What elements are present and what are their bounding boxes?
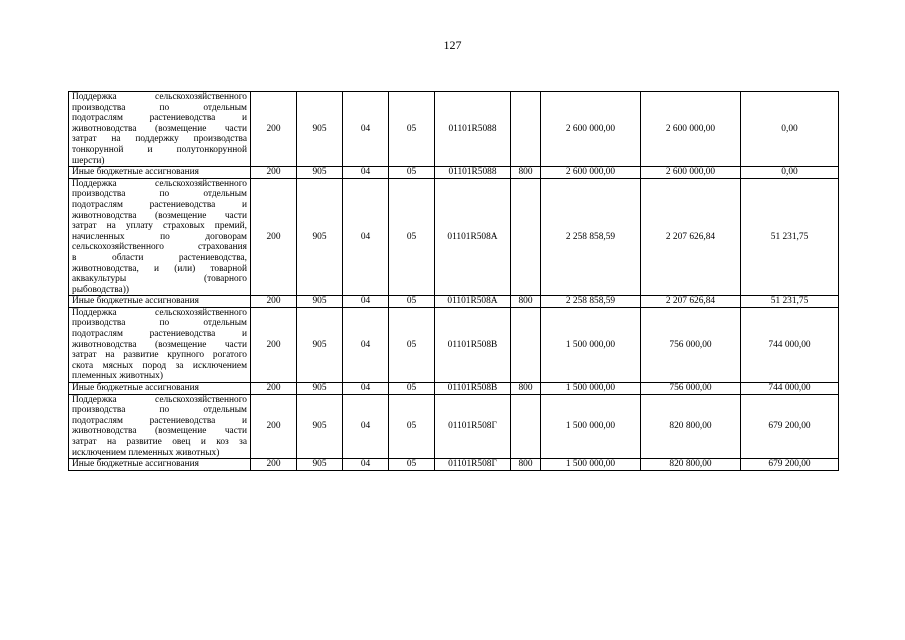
amount-executed: 2 207 626,84 — [641, 178, 741, 296]
ministry-code: 200 — [251, 307, 297, 382]
ministry-code: 200 — [251, 383, 297, 395]
amount-planned: 1 500 000,00 — [541, 383, 641, 395]
description-line: затрат на уплату страховых премий, — [72, 221, 247, 232]
row-description — [69, 296, 251, 308]
amount-planned: 2 600 000,00 — [541, 92, 641, 167]
table-row-detail — [69, 394, 839, 459]
table-row-summary — [69, 296, 839, 308]
amount-executed: 756 000,00 — [641, 383, 741, 395]
subsection-code: 05 — [389, 178, 435, 296]
expense-type-code: 800 — [511, 383, 541, 395]
target-article-code: 01101R5088 — [435, 167, 511, 179]
expense-type-code: 800 — [511, 167, 541, 179]
expense-type-code — [511, 178, 541, 296]
description-line: тонкорунной и полутонкорунной — [72, 144, 247, 155]
description-line: затрат на развитие овец и коз за — [72, 437, 247, 447]
amount-remainder: 51 231,75 — [741, 296, 839, 308]
section-code: 04 — [343, 178, 389, 296]
table-row-detail — [69, 92, 839, 167]
section-code: 04 — [343, 307, 389, 382]
subsection-code: 05 — [389, 307, 435, 382]
amount-remainder: 0,00 — [741, 167, 839, 179]
amount-remainder: 0,00 — [741, 92, 839, 167]
description-line: племенных животных) — [72, 371, 163, 382]
description-line: животноводства (возмещение части — [72, 426, 247, 437]
description-line: подотраслям растениеводства и — [72, 415, 247, 426]
table-row-detail — [69, 178, 839, 296]
subsection-code: 05 — [389, 296, 435, 308]
expense-type-code — [511, 394, 541, 459]
amount-remainder: 744 000,00 — [741, 307, 839, 382]
section-code: 04 — [343, 394, 389, 459]
table-row-detail — [69, 307, 839, 382]
description-line: Поддержка сельскохозяйственного — [72, 394, 247, 405]
ministry-code: 200 — [251, 459, 297, 471]
description-line: животноводства (возмещение части — [72, 339, 247, 350]
ministry-code: 200 — [251, 167, 297, 179]
target-article-code: 01101R508Г — [435, 394, 511, 459]
subsection-code: 05 — [389, 92, 435, 167]
admin-code: 905 — [297, 167, 343, 179]
expense-type-code: 800 — [511, 296, 541, 308]
ministry-code: 200 — [251, 92, 297, 167]
description-line: производства по отдельным — [72, 405, 247, 416]
admin-code: 905 — [297, 383, 343, 395]
section-code: 04 — [343, 383, 389, 395]
description-line: животноводства (возмещение части — [72, 123, 247, 134]
description-line: Поддержка сельскохозяйственного — [72, 307, 247, 318]
target-article-code: 01101R508B — [435, 383, 511, 395]
target-article-code: 01101R508Г — [435, 459, 511, 471]
amount-remainder: 51 231,75 — [741, 178, 839, 296]
description-line: Поддержка сельскохозяйственного — [72, 178, 247, 189]
amount-planned: 1 500 000,00 — [541, 394, 641, 459]
admin-code: 905 — [297, 178, 343, 296]
description-line: Иные бюджетные ассигнования — [72, 167, 199, 178]
amount-executed: 820 800,00 — [641, 394, 741, 459]
amount-executed: 820 800,00 — [641, 459, 741, 471]
description-line: исключением племенных животных) — [72, 447, 220, 458]
subsection-code: 05 — [389, 167, 435, 179]
description-line: рыбоводства)) — [72, 284, 129, 295]
description-line: в области растениеводства, — [72, 252, 247, 263]
row-description — [69, 383, 251, 395]
table-row-summary — [69, 459, 839, 471]
section-code: 04 — [343, 296, 389, 308]
amount-remainder: 744 000,00 — [741, 383, 839, 395]
admin-code: 905 — [297, 92, 343, 167]
amount-executed: 2 207 626,84 — [641, 296, 741, 308]
amount-remainder: 679 200,00 — [741, 394, 839, 459]
budget-table — [68, 91, 839, 471]
description-line: затрат на поддержку производства — [72, 134, 247, 145]
ministry-code: 200 — [251, 178, 297, 296]
amount-executed: 2 600 000,00 — [641, 92, 741, 167]
description-line: Иные бюджетные ассигнования — [72, 383, 199, 394]
description-line: скота мясных пород за исключением — [72, 360, 247, 371]
subsection-code: 05 — [389, 459, 435, 471]
row-description — [69, 178, 251, 296]
target-article-code: 01101R508A — [435, 296, 511, 308]
description-line: Поддержка сельскохозяйственного — [72, 92, 247, 102]
target-article-code: 01101R508B — [435, 307, 511, 382]
row-description — [69, 92, 251, 167]
description-line: сельскохозяйственного страхования — [72, 242, 247, 253]
description-line: производства по отдельным — [72, 189, 247, 200]
description-line: Иные бюджетные ассигнования — [72, 459, 199, 470]
description-line: аквакультуры (товарного — [72, 274, 247, 285]
description-line: затрат на развитие крупного рогатого — [72, 350, 247, 361]
ministry-code: 200 — [251, 394, 297, 459]
amount-planned: 2 600 000,00 — [541, 167, 641, 179]
admin-code: 905 — [297, 459, 343, 471]
expense-type-code — [511, 92, 541, 167]
admin-code: 905 — [297, 394, 343, 459]
expense-type-code: 800 — [511, 459, 541, 471]
subsection-code: 05 — [389, 394, 435, 459]
description-line: производства по отдельным — [72, 318, 247, 329]
amount-planned: 2 258 858,59 — [541, 178, 641, 296]
admin-code: 905 — [297, 296, 343, 308]
description-line: шерсти) — [72, 155, 105, 166]
row-description — [69, 307, 251, 382]
amount-planned: 1 500 000,00 — [541, 307, 641, 382]
target-article-code: 01101R508A — [435, 178, 511, 296]
description-line: Иные бюджетные ассигнования — [72, 296, 199, 307]
amount-planned: 2 258 858,59 — [541, 296, 641, 308]
description-line: подотраслям растениеводства и — [72, 199, 247, 210]
amount-planned: 1 500 000,00 — [541, 459, 641, 471]
admin-code: 905 — [297, 307, 343, 382]
section-code: 04 — [343, 459, 389, 471]
page-number: 127 — [443, 38, 462, 52]
row-description — [69, 459, 251, 471]
amount-executed: 2 600 000,00 — [641, 167, 741, 179]
amount-executed: 756 000,00 — [641, 307, 741, 382]
description-line: животноводства, и (или) товарной — [72, 263, 247, 274]
target-article-code: 01101R5088 — [435, 92, 511, 167]
description-line: подотраслям растениеводства и — [72, 329, 247, 340]
subsection-code: 05 — [389, 383, 435, 395]
table-row-summary — [69, 167, 839, 179]
row-description — [69, 394, 251, 459]
table-row-summary — [69, 383, 839, 395]
description-line: производства по отдельным — [72, 102, 247, 113]
description-line: животноводства (возмещение части — [72, 210, 247, 221]
row-description — [69, 167, 251, 179]
description-line: подотраслям растениеводства и — [72, 113, 247, 124]
section-code: 04 — [343, 92, 389, 167]
description-line: начисленных по договорам — [72, 231, 247, 242]
ministry-code: 200 — [251, 296, 297, 308]
section-code: 04 — [343, 167, 389, 179]
expense-type-code — [511, 307, 541, 382]
amount-remainder: 679 200,00 — [741, 459, 839, 471]
